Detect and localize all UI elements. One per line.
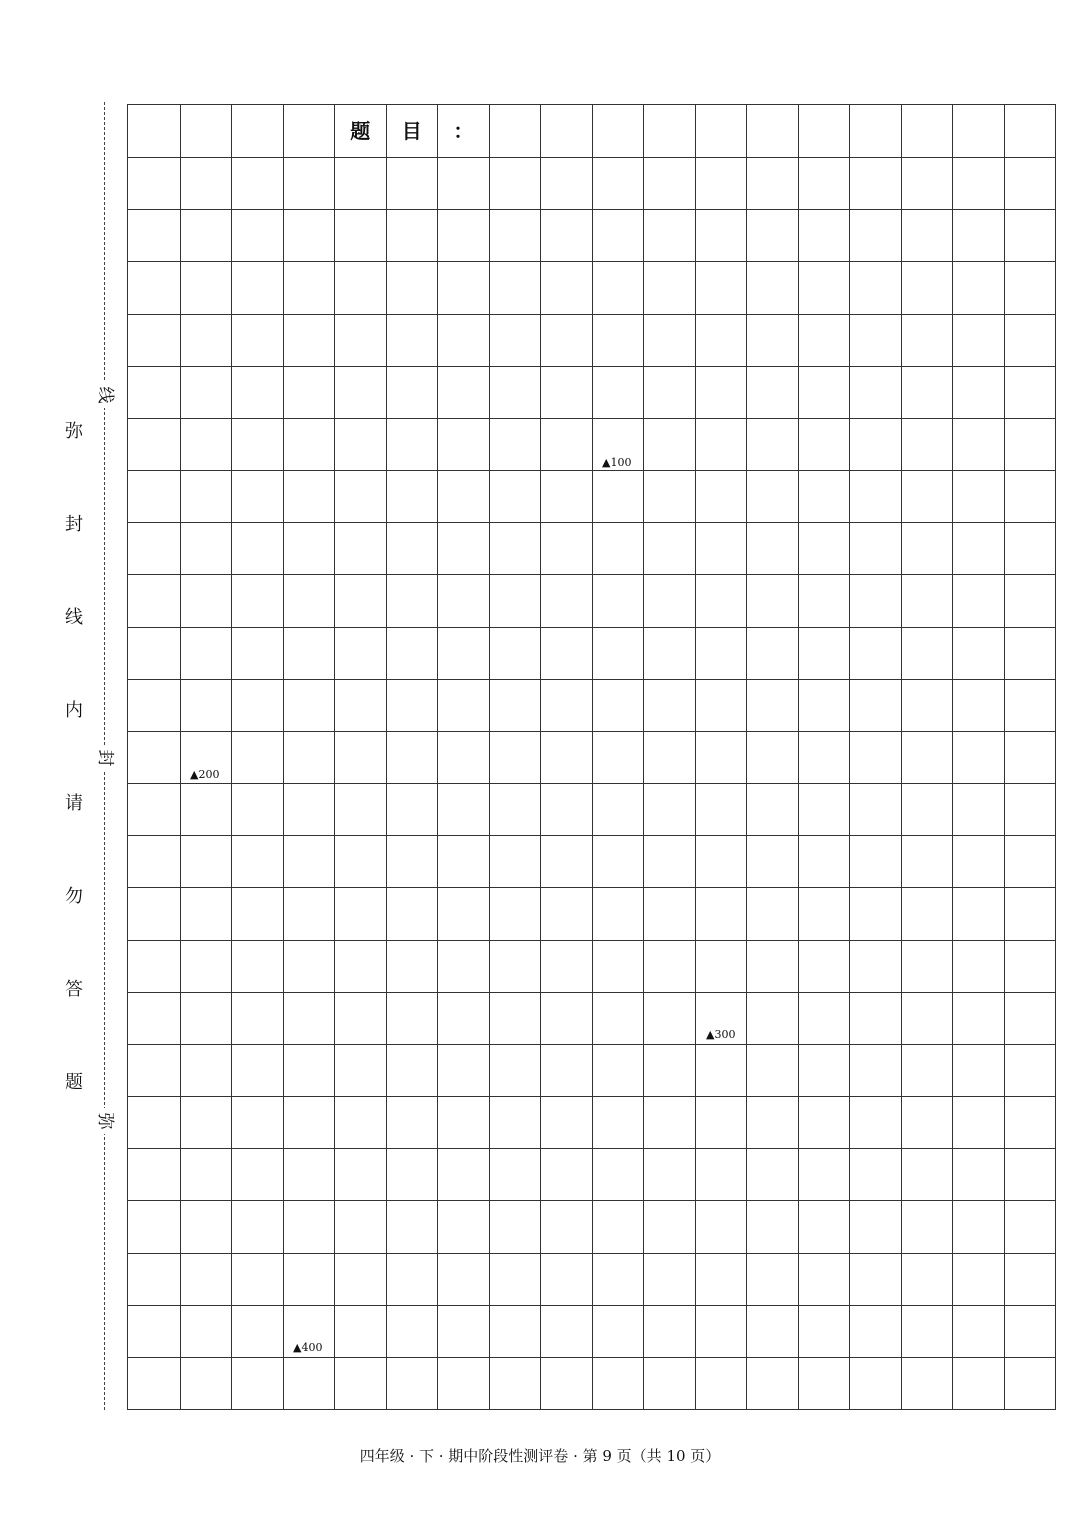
warning-char: 题	[65, 1072, 83, 1093]
grid-row-line	[128, 418, 1055, 419]
grid-column-line	[540, 105, 541, 1409]
grid-row-line	[128, 157, 1055, 158]
warning-char: 封	[65, 514, 83, 535]
grid-row-line	[128, 574, 1055, 575]
grid-column-line	[592, 105, 593, 1409]
grid-row-line	[128, 1357, 1055, 1358]
grid-row-line	[128, 1148, 1055, 1149]
grid-row-line	[128, 731, 1055, 732]
word-count-marker-300: ▲300	[706, 1028, 736, 1041]
grid-row-line	[128, 1200, 1055, 1201]
grid-column-line	[283, 105, 284, 1409]
grid-column-line	[437, 105, 438, 1409]
binding-label-close: 弥	[92, 1108, 118, 1134]
warning-char: 线	[65, 607, 83, 628]
grid-column-line	[849, 105, 850, 1409]
word-count-marker-200: ▲200	[190, 768, 220, 781]
grid-row-line	[128, 627, 1055, 628]
word-count-marker-100: ▲100	[602, 456, 632, 469]
composition-grid[interactable]	[127, 104, 1056, 1410]
grid-column-line	[231, 105, 232, 1409]
grid-column-line	[901, 105, 902, 1409]
grid-row-line	[128, 887, 1055, 888]
grid-column-line	[643, 105, 644, 1409]
binding-label-seal: 封	[92, 745, 118, 771]
grid-row-line	[128, 783, 1055, 784]
title-label-char: 题	[350, 119, 371, 143]
grid-column-line	[180, 105, 181, 1409]
grid-row-line	[128, 261, 1055, 262]
warning-char: 答	[65, 979, 83, 1000]
grid-row-line	[128, 522, 1055, 523]
grid-row-line	[128, 992, 1055, 993]
page-footer: 四年级 · 下 · 期中阶段性测评卷 · 第 9 页（共 10 页）	[359, 1447, 721, 1465]
grid-column-line	[798, 105, 799, 1409]
grid-column-line	[1004, 105, 1005, 1409]
binding-label-line: 线	[92, 382, 118, 408]
title-label-char: 目	[401, 119, 422, 143]
grid-column-line	[746, 105, 747, 1409]
grid-row-line	[128, 1096, 1055, 1097]
grid-row-line	[128, 470, 1055, 471]
grid-row-line	[128, 1253, 1055, 1254]
grid-row-line	[128, 1305, 1055, 1306]
grid-row-line	[128, 1044, 1055, 1045]
grid-row-line	[128, 940, 1055, 941]
grid-column-line	[695, 105, 696, 1409]
warning-char: 请	[65, 793, 83, 814]
grid-column-line	[952, 105, 953, 1409]
grid-row-line	[128, 314, 1055, 315]
grid-row-line	[128, 835, 1055, 836]
word-count-marker-400: ▲400	[293, 1341, 323, 1354]
grid-row-line	[128, 366, 1055, 367]
grid-column-line	[489, 105, 490, 1409]
warning-char: 内	[65, 700, 83, 721]
grid-column-line	[334, 105, 335, 1409]
warning-char: 勿	[65, 886, 83, 907]
grid-row-line	[128, 679, 1055, 680]
warning-char: 弥	[65, 421, 83, 442]
grid-column-line	[386, 105, 387, 1409]
title-label-colon: ：	[453, 119, 474, 143]
grid-row-line	[128, 209, 1055, 210]
